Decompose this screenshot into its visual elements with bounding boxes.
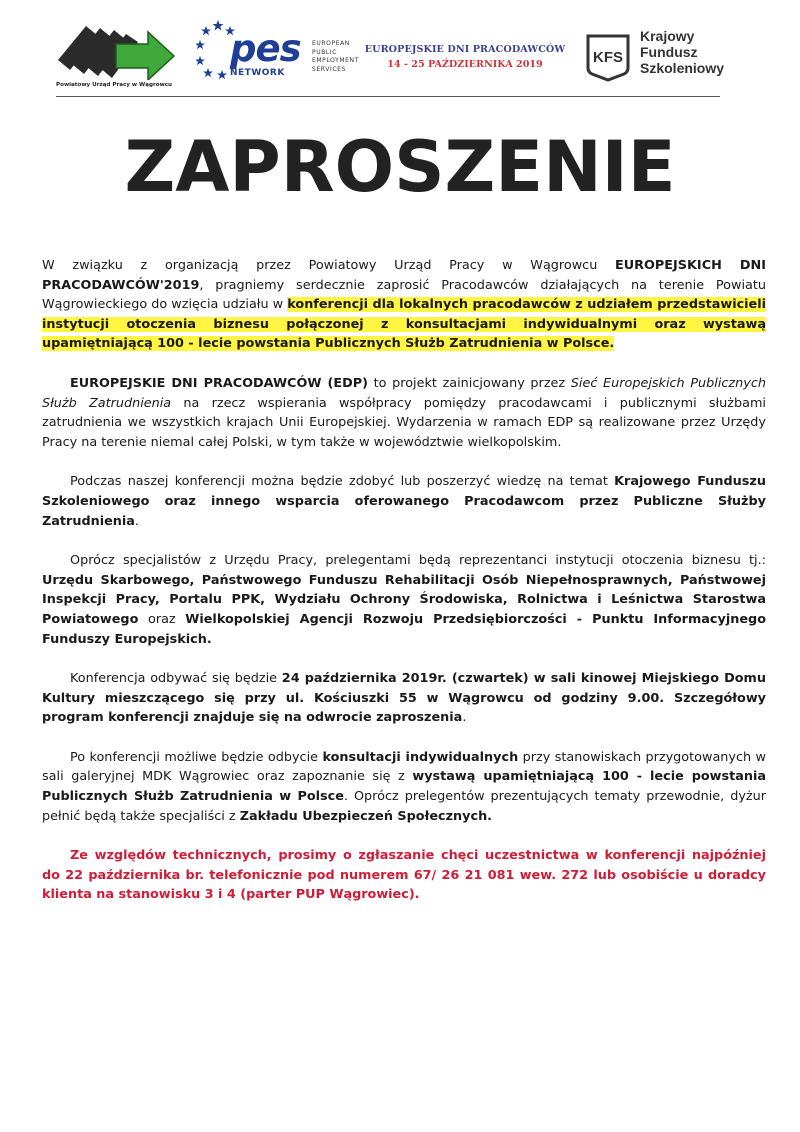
paragraph-consultations: Po konferencji możliwe będzie odbycie konsultacji indywidualnych przy stanowiskach przygotowanych w sali galeryjnej MDK Wągrowiec oraz zapoznanie się z wystawą upamiętniającą 100 - lecie powstania Publicznych Służb Zatrudnienia w Polsce. Oprócz prelegentów prezentujących tematy przewodnie, dyżur pełnić będą także specjaliści z Zakładu Ubezpieczeń Społecznych. bbox=[42, 749, 767, 824]
pup-arrow-cards-icon bbox=[56, 20, 178, 80]
kfs-name: Krajowy Fundusz Szkoleniowy bbox=[640, 28, 725, 76]
edp-banner-title: EUROPEJSKIE DNI PRACODAWCÓW bbox=[364, 44, 566, 55]
eures-wordmark: pes bbox=[230, 27, 301, 70]
edp-banner-dates: 14 - 25 PAŹDZIERNIKA 2019 bbox=[387, 59, 543, 70]
paragraph-intro: W związku z organizacją przez Powiatowy Urząd Pracy w Wągrowcu EUROPEJSKICH DNI PRACODAWCÓW'2019, pragniemy serdecznie zaprosić Pracodawców działających na terenie Powiatu Wągrowieckiego do wzięcia udziału w konferencji dla lokalnych pracodawców z udziałem przedstawicieli instytucji otoczenia biznesu połączonej z konsultacjami indywidualnymi oraz wystawą upamiętniającą 100 - lecie powstania Publicznych Służb Zatrudnienia w Polsce. bbox=[42, 258, 767, 352]
pup-caption: Powiatowy Urząd Pracy w Wągrowcu bbox=[56, 82, 173, 88]
kfs-shield-icon bbox=[582, 32, 634, 82]
eures-network-label: NETWORK bbox=[230, 68, 285, 78]
invitation-body bbox=[42, 256, 766, 925]
eures-services-text: EUROPEAN PUBLIC EMPLOYMENT SERVICES bbox=[312, 40, 359, 73]
highlighted-conference-text: konferencji dla lokalnych pracodawców z udziałem przedstawicieli instytucji otoczenia biznesu połączonej z konsultacjami indywidualnymi oraz wystawą upamiętniającą 100 - lecie powstania Publicznych Służb Zatrudnienia w Polsce. bbox=[42, 297, 767, 352]
page-title: ZAPROSZENIE bbox=[124, 126, 676, 208]
kfs-logo bbox=[582, 28, 742, 88]
kfs-badge-text: KFS bbox=[593, 49, 623, 66]
paragraph-speakers: Oprócz specjalistów z Urzędu Pracy, prelegentami będą reprezentanci instytucji otoczenia biznesu tj.: Urzędu Skarbowego, Państwowego Funduszu Rehabilitacji Osób Niepełnosprawnych, Państwowej Inspekcji Pracy, Portalu PPK, Wydziału Ochrony Środowiska, Rolnictwa i Leśnictwa Starostwa Powiatowego oraz Wielkopolskiej Agencji Rozwoju Przedsiębiorczości - Punktu Informacyjnego Funduszy Europejskich. bbox=[42, 553, 766, 647]
registration-note: Ze względów technicznych, prosimy o zgłaszanie chęci uczestnictwa w konferencji najpóźniej do 22 października br. telefonicznie pod numerem 67/ 26 21 081 wew. 272 lub osobiście u doradcy klienta na stanowisku 3 i 4 (parter PUP Wągrowiec). bbox=[42, 848, 766, 903]
edp-banner bbox=[362, 44, 568, 70]
pup-logo bbox=[56, 20, 178, 92]
eures-logo bbox=[196, 18, 366, 82]
header-divider bbox=[56, 96, 720, 97]
paragraph-knowledge: Podczas naszej konferencji można będzie zdobyć lub poszerzyć wiedzę na temat Krajowego Funduszu Szkoleniowego oraz innego wsparcia oferowanego Pracodawcom przez Publiczne Służby Zatrudnienia. bbox=[42, 474, 766, 529]
paragraph-edp: EUROPEJSKIE DNI PRACODAWCÓW (EDP) to projekt zainicjowany przez Sieć Europejskich Publicznych Służb Zatrudnienia na rzecz wspierania współpracy pomiędzy pracodawcami i publicznymi służbami zatrudnienia we wszystkich krajach Unii Europejskiej. Wydarzenia w ramach EDP są realizowane przez Urzędy Pracy na terenie niemal całej Polski, w tym także w województwie wielkopolskim. bbox=[42, 375, 766, 450]
paragraph-venue: Konferencja odbywać się będzie 24 października 2019r. (czwartek) w sali kinowej Miejskiego Domu Kultury mieszczącego się przy ul. Kościuszki 55 w Wągrowcu od godziny 9.00. Szczegółowy program konferencji znajduje się na odwrocie zaproszenia. bbox=[42, 671, 766, 726]
